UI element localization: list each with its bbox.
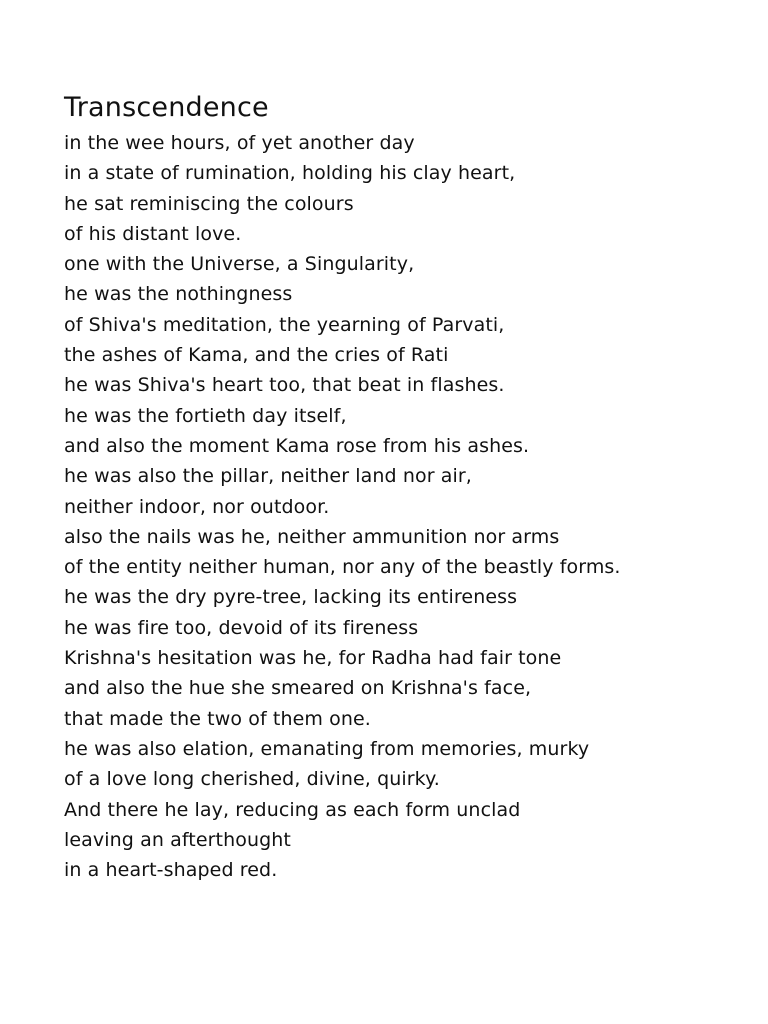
- poem-line: in a heart-shaped red.: [64, 859, 278, 882]
- poem-line: he was the fortieth day itself,: [64, 404, 347, 427]
- poem-line: leaving an afterthought: [64, 828, 291, 851]
- poem-line: in a state of rumination, holding his clay heart,: [64, 162, 516, 185]
- poem-line: he was fire too, devoid of its fireness: [64, 616, 419, 639]
- poem-line: of Shiva's meditation, the yearning of Parvati,: [64, 313, 505, 336]
- poem-line: neither indoor, nor outdoor.: [64, 495, 330, 518]
- poem-line: and also the moment Kama rose from his ashes.: [64, 434, 530, 457]
- poem-line: he was the nothingness: [64, 283, 293, 306]
- poem-line: he was Shiva's heart too, that beat in flashes.: [64, 374, 505, 397]
- poem-line: he was also the pillar, neither land nor air,: [64, 465, 472, 488]
- poem-line: And there he lay, reducing as each form unclad: [64, 798, 521, 821]
- poem-line: he was the dry pyre-tree, lacking its entireness: [64, 586, 518, 609]
- poem-lines: [64, 128, 754, 885]
- poem-line: he sat reminiscing the colours: [64, 192, 354, 215]
- poem-title: Transcendence: [64, 92, 269, 123]
- poem-line: Krishna's hesitation was he, for Radha had fair tone: [64, 647, 562, 670]
- poem-line: one with the Universe, a Singularity,: [64, 253, 415, 276]
- poem-line: in the wee hours, of yet another day: [64, 132, 415, 154]
- poem-line: of the entity neither human, nor any of the beastly forms.: [64, 556, 621, 579]
- poem-line: he was also elation, emanating from memories, murky: [64, 737, 590, 760]
- poem-line: that made the two of them one.: [64, 707, 371, 730]
- poem-line: of his distant love.: [64, 222, 242, 245]
- poem-line: also the nails was he, neither ammunition nor arms: [64, 525, 560, 548]
- poem: [64, 88, 754, 885]
- poem-line: of a love long cherished, divine, quirky.: [64, 768, 440, 791]
- poem-line: and also the hue she smeared on Krishna's face,: [64, 677, 532, 700]
- poem-line: the ashes of Kama, and the cries of Rati: [64, 344, 449, 367]
